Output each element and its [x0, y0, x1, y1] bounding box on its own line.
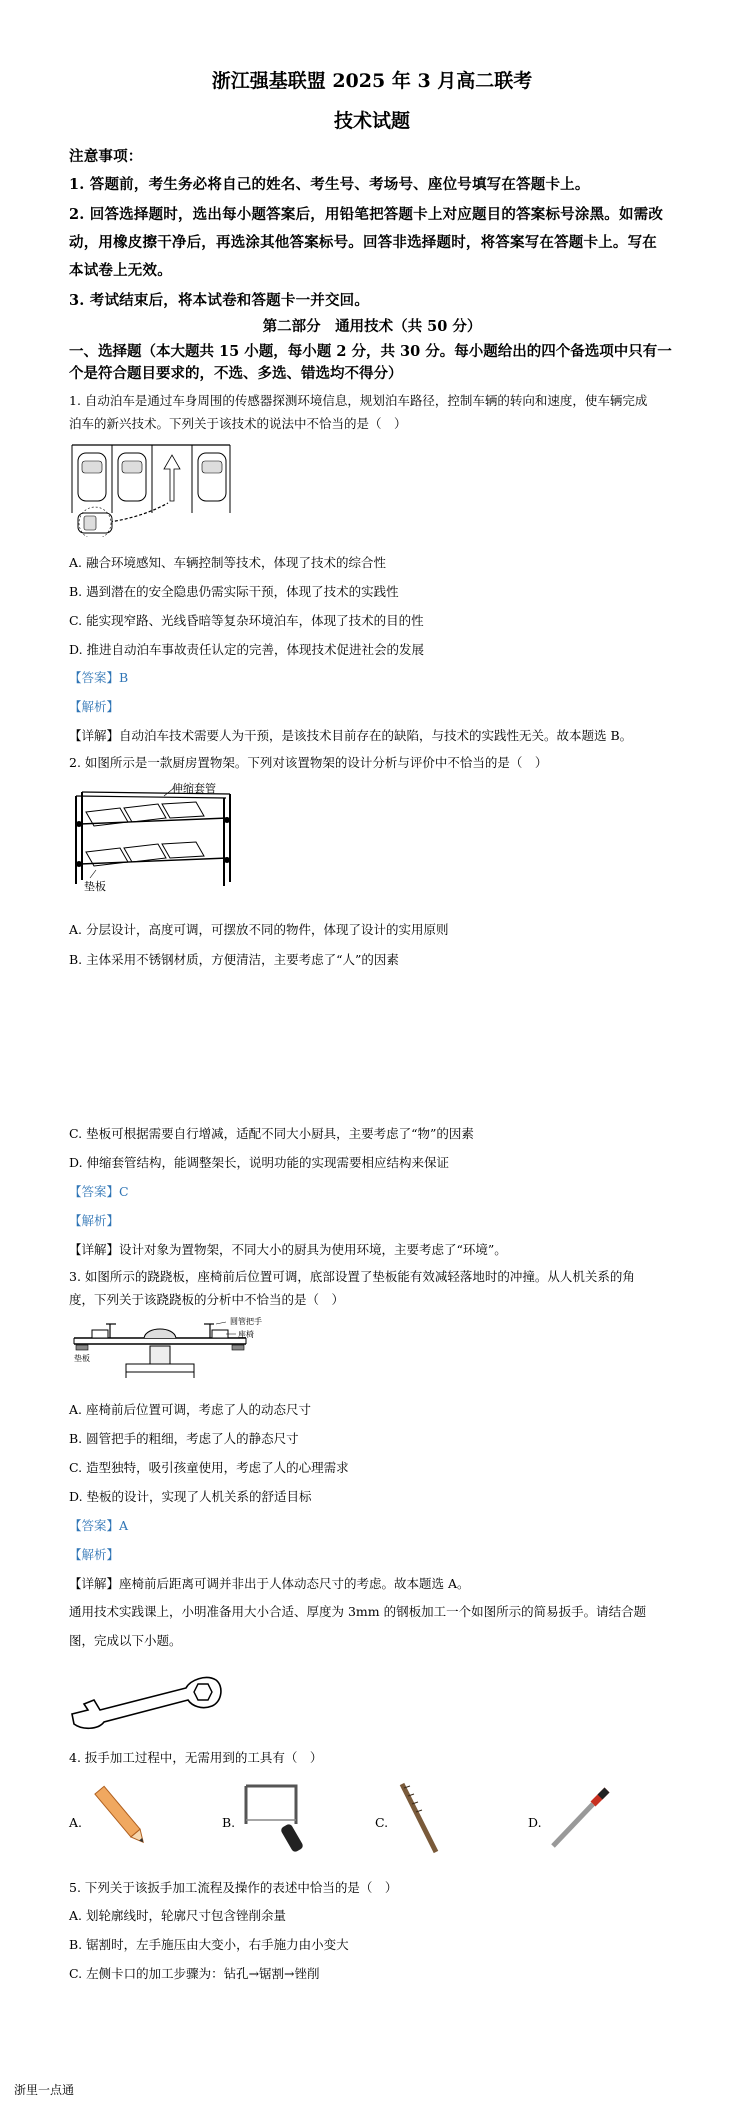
hacksaw-icon: [240, 1780, 310, 1856]
q2-detail: 【详解】设计对象为置物架，不同大小的厨具为使用环境，主要考虑了“环境”。: [69, 1242, 507, 1257]
file-tool-icon: [545, 1784, 615, 1854]
q1-detail: 【详解】自动泊车技术需要人为干预，是该技术目前存在的缺陷，与技术的实践性无关。故本题选 B。: [69, 728, 633, 743]
q1-option-a: A. 融合环境感知、车辆控制等技术，体现了技术的综合性: [69, 555, 386, 570]
section-heading-line-1: 一、选择题（本大题共 15 小题，每小题 2 分，共 30 分。每小题给出的四个备选项中只有一: [69, 343, 672, 360]
q3-label-handle: 圆管把手: [230, 1317, 262, 1326]
q2-analysis-label: 【解析】: [69, 1213, 120, 1228]
group-intro-line-1: 通用技术实践课上，小明准备用大小合适、厚度为 3mm 的钢板加工一个如图所示的简易扳手。请结合题: [69, 1604, 647, 1619]
q2-label-telescopic-tube: 伸缩套管: [172, 782, 216, 795]
notice-item-2-line-3: 本试卷上无效。: [69, 262, 172, 279]
shelf-figure: [66, 782, 246, 892]
q1-answer: 【答案】B: [69, 670, 129, 685]
q3-option-a: A. 座椅前后位置可调，考虑了人的动态尺寸: [69, 1402, 311, 1417]
q2-option-a: A. 分层设计，高度可调，可摆放不同的物件，体现了设计的实用原则: [69, 922, 449, 937]
q3-stem-line-2: 度，下列关于该跷跷板的分析中不恰当的是（ ）: [69, 1292, 345, 1307]
q1-option-d: D. 推进自动泊车事故责任认定的完善，体现技术促进社会的发展: [69, 642, 425, 657]
notice-item-3: 3. 考试结束后，将本试卷和答题卡一并交回。: [69, 292, 370, 309]
q3-option-c: C. 造型独特，吸引孩童使用，考虑了人的心理需求: [69, 1460, 349, 1475]
q1-analysis-label: 【解析】: [69, 699, 120, 714]
seesaw-figure: [66, 1318, 256, 1380]
q2-answer: 【答案】C: [69, 1184, 129, 1199]
part-heading: 第二部分 通用技术（共 50 分）: [262, 318, 482, 335]
notice-item-1: 1. 答题前，考生务必将自己的姓名、考生号、考场号、座位号填写在答题卡上。: [69, 176, 590, 193]
q4-stem: 4. 扳手加工过程中，无需用到的工具有（ ）: [69, 1750, 323, 1765]
q4-option-c: C.: [375, 1815, 389, 1830]
q3-analysis-label: 【解析】: [69, 1547, 120, 1562]
footer-watermark: 浙里一点通: [14, 2083, 75, 2097]
q2-option-d: D. 伸缩套管结构，能调整架长，说明功能的实现需要相应结构来保证: [69, 1155, 450, 1170]
q1-stem-line-2: 泊车的新兴技术。下列关于该技术的说法中不恰当的是（ ）: [69, 416, 407, 431]
q2-stem: 2. 如图所示是一款厨房置物架。下列对该置物架的设计分析与评价中不恰当的是（ ）: [69, 755, 548, 770]
wrench-figure: [66, 1670, 226, 1732]
q1-option-c: C. 能实现窄路、光线昏暗等复杂环境泊车，体现了技术的目的性: [69, 613, 424, 628]
notice-item-2-line-1: 2. 回答选择题时，选出每小题答案后，用铅笔把答题卡上对应题目的答案标号涂黑。如需改: [69, 206, 664, 223]
notice-heading: 注意事项：: [69, 148, 143, 165]
q5-option-b: B. 锯割时，左手施压由大变小，右手施力由小变大: [69, 1937, 349, 1952]
q3-label-pad: 垫板: [74, 1354, 90, 1363]
q5-stem: 5. 下列关于该扳手加工流程及操作的表述中恰当的是（ ）: [69, 1880, 398, 1895]
q5-option-a: A. 划轮廓线时，轮廓尺寸包含锉削余量: [69, 1908, 286, 1923]
exam-title: 浙江强基联盟 2025 年 3 月高二联考: [211, 70, 533, 92]
q2-label-pad: 垫板: [84, 880, 106, 893]
q1-option-b: B. 遇到潜在的安全隐患仍需实际干预，体现了技术的实践性: [69, 584, 399, 599]
q2-option-c: C. 垫板可根据需要自行增减，适配不同大小厨具，主要考虑了“物”的因素: [69, 1126, 474, 1141]
section-heading-line-2: 个是符合题目要求的，不选、多选、错选均不得分）: [69, 365, 403, 382]
q3-label-seat: 座椅: [238, 1330, 254, 1339]
drill-bit-icon: [390, 1780, 450, 1858]
group-intro-line-2: 图，完成以下小题。: [69, 1633, 182, 1648]
q3-option-b: B. 圆管把手的粗细，考虑了人的静态尺寸: [69, 1431, 299, 1446]
notice-item-2-line-2: 动，用橡皮擦干净后，再选涂其他答案标号。回答非选择题时，将答案写在答题卡上。写在: [69, 234, 657, 251]
q4-option-d: D.: [528, 1815, 542, 1830]
pencil-icon: [92, 1782, 152, 1852]
q4-option-b: B.: [222, 1815, 236, 1830]
q5-option-c: C. 左侧卡口的加工步骤为：钻孔→锯割→锉削: [69, 1966, 320, 1981]
exam-subtitle: 技术试题: [333, 110, 410, 132]
q3-stem-line-1: 3. 如图所示的跷跷板，座椅前后位置可调，底部设置了垫板能有效减轻落地时的冲撞。从人机关系的角: [69, 1269, 635, 1284]
q3-detail: 【详解】座椅前后距离可调并非出于人体动态尺寸的考虑。故本题选 A。: [69, 1576, 470, 1591]
q2-option-b: B. 主体采用不锈钢材质，方便清洁，主要考虑了“人”的因素: [69, 952, 399, 967]
q1-stem-line-1: 1. 自动泊车是通过车身周围的传感器探测环境信息，规划泊车路径，控制车辆的转向和速度，使车辆完成: [69, 393, 648, 408]
q3-option-d: D. 垫板的设计，实现了人机关系的舒适目标: [69, 1489, 312, 1504]
parking-figure: [70, 443, 234, 537]
q3-answer: 【答案】A: [69, 1518, 129, 1533]
q4-option-a: A.: [69, 1815, 83, 1830]
